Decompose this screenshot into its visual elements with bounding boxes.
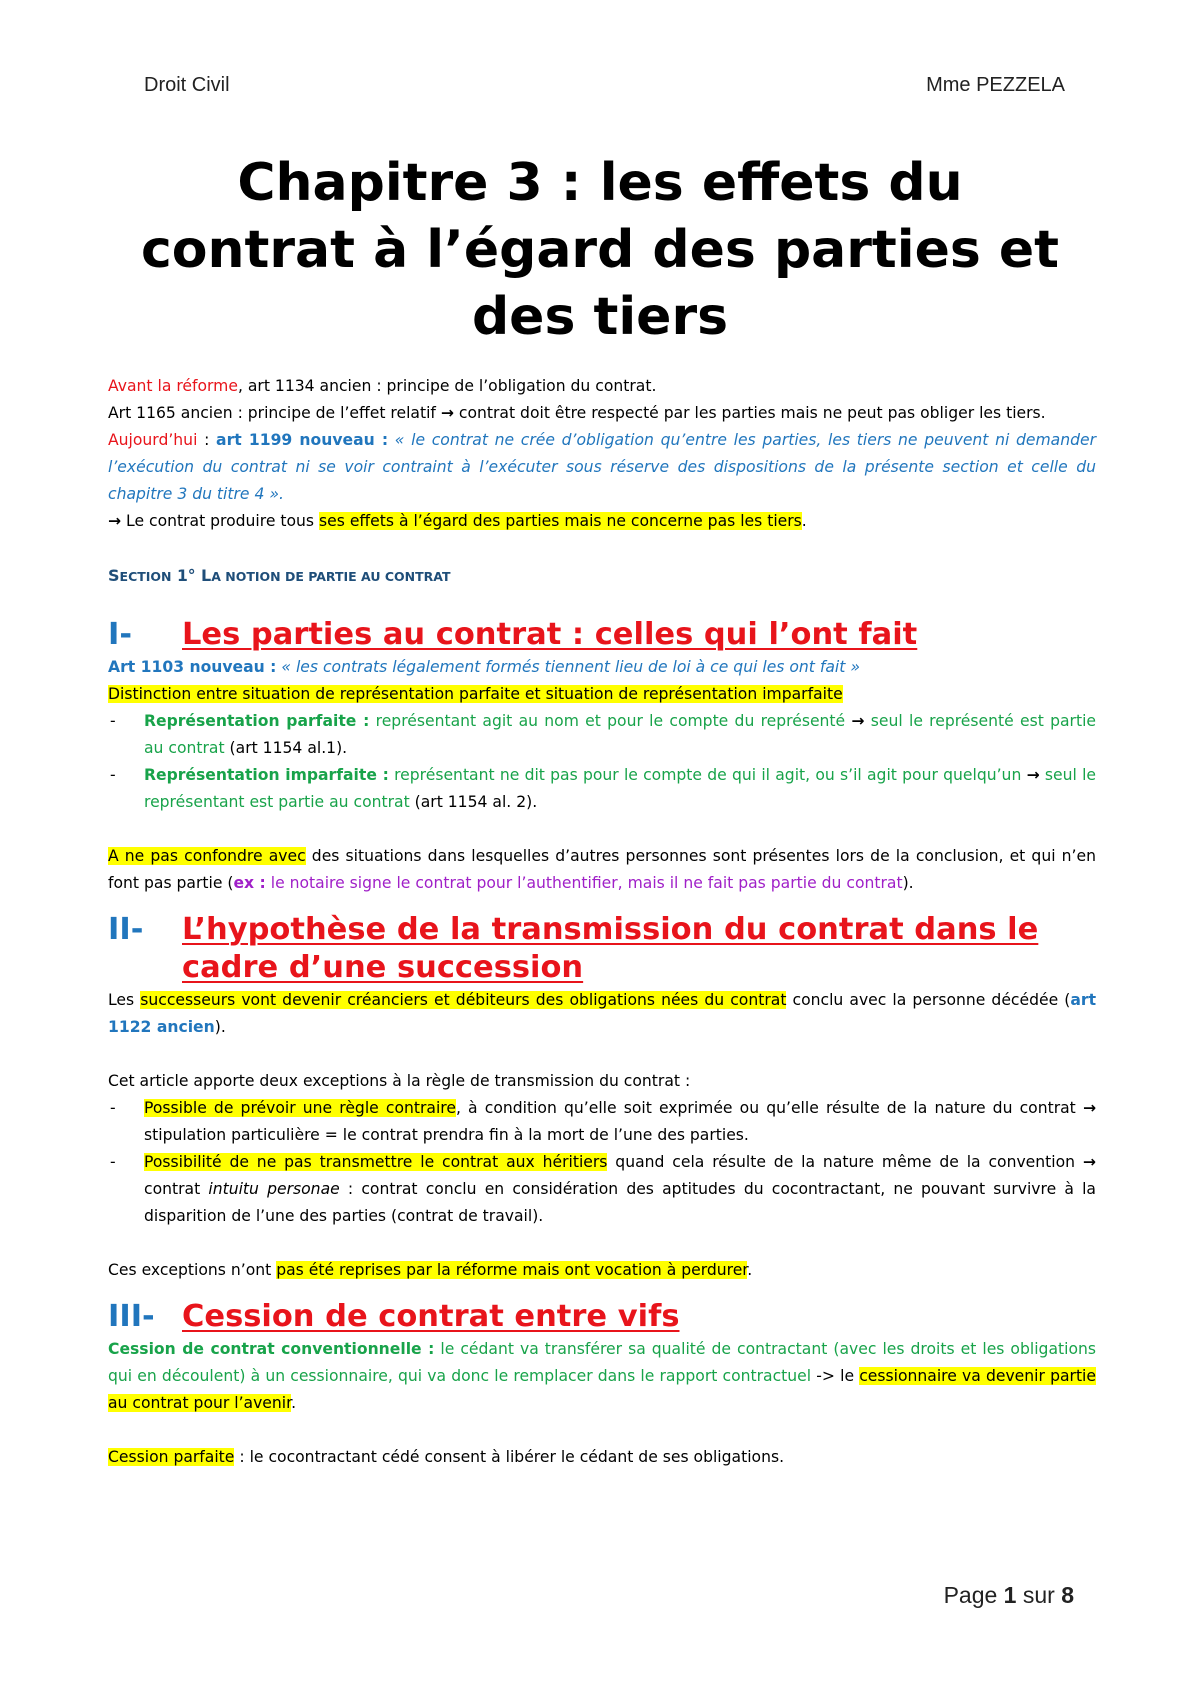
exceptions-list [108,1095,1096,1230]
before-reform-label: Avant la réforme [108,377,238,395]
article-quote: « les contrats légalement formés tiennent lieu de loi à ce qui les ont fait » [276,658,860,676]
arrow-icon: → [108,512,122,530]
arrow-icon: → [440,404,454,422]
title-line-1: Chapitre 3 : les effets du [237,153,963,213]
heading-part-2 [108,911,1096,987]
heading-number: I- [108,617,133,652]
confusion-paragraph: A ne pas confondre avec des situations dans lesquelles d’autres personnes sont présentes lors de la conclusion, et qui n’en font pas partie (ex : le notaire signe le contrat pour l’authentifier, mais il ne fait pas partie du contrat). [108,847,1096,892]
highlight: Cession parfaite [108,1448,235,1466]
arrow-icon: → [851,712,865,730]
header-teacher: Mme PEZZELA [926,74,1065,96]
highlight: Possibilité de ne pas transmettre le contrat aux héritiers [144,1153,608,1171]
arrow-icon: → [1026,766,1040,784]
article-ref: Art 1103 nouveau : [108,658,277,676]
exceptions-conclusion: Ces exceptions n’ont pas été reprises par la réforme mais ont vocation à perdurer. [108,1261,753,1279]
highlight: cessionnaire va devenir partie au contrat pour l’avenir [108,1367,1096,1412]
highlight: A ne pas confondre avec [108,847,306,865]
cession-paragraph: Cession de contrat conventionnelle : le cédant va transférer sa qualité de contractant (avec les droits et les obligations qui en découlent) à un cessionnaire, qui va donc le remplacer dans le rapport contractuel -> le cessionnaire va devenir partie au contrat pour l’avenir. [108,1340,1096,1412]
heading-part-3 [108,1298,1096,1336]
heading-text: Les parties au contrat : celles qui l’ont fait [182,617,918,652]
article-ref: art 1122 ancien [108,991,1097,1036]
intro-paragraph-1: Avant la réforme, art 1134 ancien : principe de l’obligation du contrat. [108,377,657,395]
list-item: - Représentation imparfaite : représentant ne dit pas pour le compte de qui il agit, ou s’il agit pour quelqu’un → seul le représentant est partie au contrat (art 1154 al. 2). [108,762,1096,816]
article-quote: « le contrat ne crée d’obligation qu’entre les parties, les tiers ne peuvent ni demander l’exécution du contrat ni se voir contraint à l’exécuter sous réserve des dispositions de la présente section et celle du chapitre 3 du titre 4 ». [108,431,1097,503]
highlight: Distinction entre situation de représentation parfaite et situation de représentation imparfaite [108,685,843,703]
heading-text: Cession de contrat entre vifs [182,1299,680,1334]
list-item: - Possibilité de ne pas transmettre le contrat aux héritiers quand cela résulte de la nature même de la convention → contrat intuitu personae : contrat conclu en considération des aptitudes du cocontractant, ne pouvant survivre à la disparition de l’une des parties (contrat de travail). [108,1149,1096,1230]
page-title [100,150,1100,351]
heading-number: III- [108,1299,155,1334]
representation-list [108,708,1096,816]
intro-paragraph-2: Art 1165 ancien : principe de l’effet relatif → contrat doit être respecté par les parties mais ne peut pas obliger les tiers. [108,404,1046,422]
arrow-icon: → [1082,1153,1096,1171]
section-heading: SECTION 1° LA NOTION DE PARTIE AU CONTRAT [108,566,451,585]
list-item: - Possible de prévoir une règle contraire, à condition qu’elle soit exprimée ou qu’elle résulte de la nature du contrat → stipulation particulière = le contrat prendra fin à la mort de l’une des parties. [108,1095,1096,1149]
heading-part-1 [108,616,1096,654]
heading-text: L’hypothèse de la transmission du contrat dans le cadre d’une succession [182,912,1039,985]
succession-paragraph: Les successeurs vont devenir créanciers et débiteurs des obligations nées du contrat conclu avec la personne décédée (art 1122 ancien). [108,991,1097,1036]
header-course: Droit Civil [144,74,230,96]
article-ref: art 1199 nouveau : [216,431,389,449]
highlight: pas été reprises par la réforme mais ont vocation à perdurer [276,1261,748,1279]
highlight: successeurs vont devenir créanciers et débiteurs des obligations nées du contrat [140,991,787,1009]
heading-number: II- [108,912,144,947]
page-number: Page 1 sur 8 [943,1582,1074,1608]
intro-paragraph-4: → Le contrat produire tous ses effets à l’égard des parties mais ne concerne pas les tiers. [108,512,807,530]
list-item: - Représentation parfaite : représentant agit au nom et pour le compte du représenté → seul le représenté est partie au contrat (art 1154 al.1). [108,708,1096,762]
distinction-paragraph [108,681,1096,708]
art-1103-paragraph [108,654,1096,681]
title-line-2: contrat à l’égard des parties et [140,220,1060,280]
title-line-3: des tiers [471,287,729,347]
intro-paragraph-3: Aujourd’hui : art 1199 nouveau : « le contrat ne crée d’obligation qu’entre les parties, les tiers ne peuvent ni demander l’exécution du contrat ni se voir contraint à l’exécuter sous réserve des dispositions de la présente section et celle du chapitre 3 du titre 4 ». [108,431,1097,503]
arrow-icon: → [1082,1099,1097,1117]
cession-parfaite-paragraph: Cession parfaite : le cocontractant cédé consent à libérer le cédant de ses obligations. [108,1448,785,1466]
highlight: ses effets à l’égard des parties mais ne concerne pas les tiers [319,512,802,530]
highlight: Possible de prévoir une règle contraire [144,1099,456,1117]
exceptions-intro: Cet article apporte deux exceptions à la règle de transmission du contrat : [108,1072,691,1090]
today-label: Aujourd’hui [108,431,198,449]
document-body [108,373,1096,1471]
